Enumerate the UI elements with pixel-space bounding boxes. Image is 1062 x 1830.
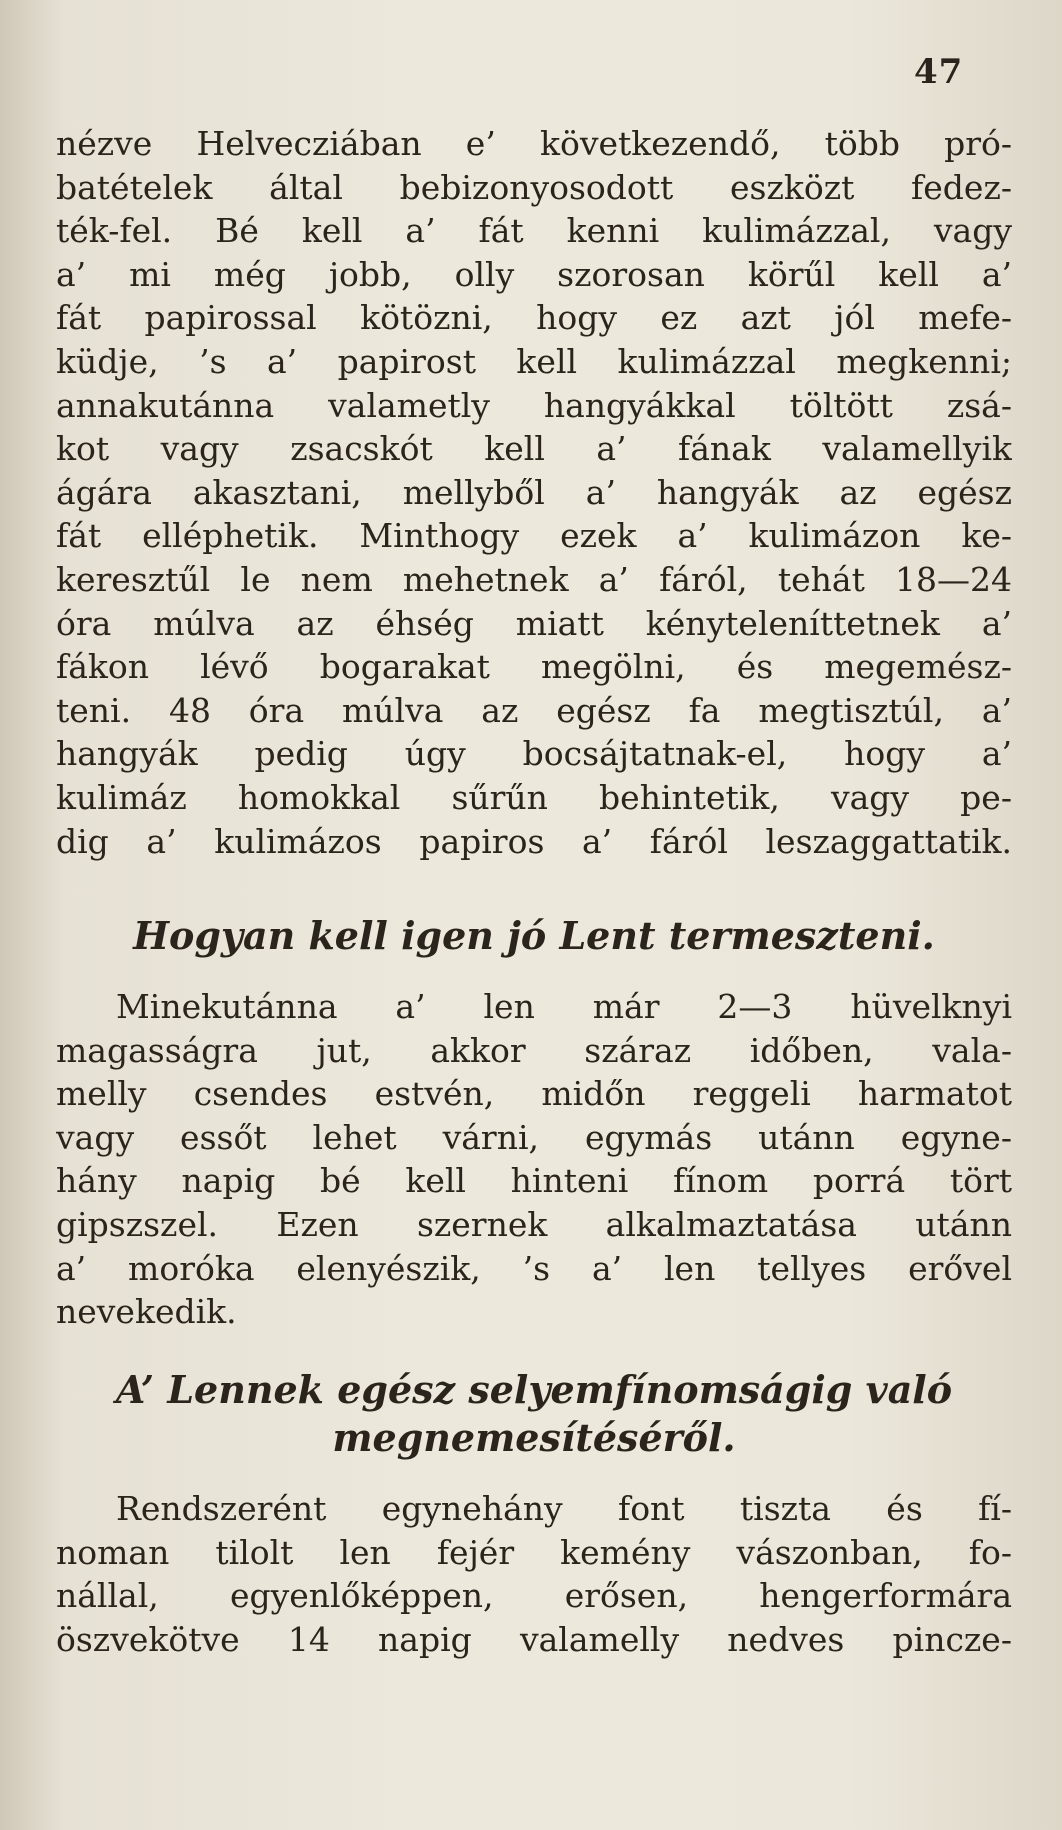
- text-line: fát papirossal kötözni, hogy ez azt jól mefe-: [56, 298, 1012, 338]
- text-line: öszvekötve 14 napig valamelly nedves pincze-: [56, 1619, 1012, 1659]
- text-line: fákon lévő bogarakat megölni, és megemész-: [56, 647, 1012, 687]
- text-line: batételek által bebizonyosodott eszközt fedez-: [56, 167, 1012, 207]
- paragraph-1: [56, 122, 1012, 863]
- text-line: ágára akasztani, mellyből a’ hangyák az egész: [56, 472, 1012, 512]
- page-number: 47: [914, 52, 964, 92]
- text-line: hangyák pedig úgy bocsájtatnak-el, hogy a’: [56, 734, 1012, 774]
- text-line: kot vagy zsacskót kell a’ fának valamellyik: [56, 429, 1012, 469]
- text-line: magasságra jut, akkor száraz időben, vala-: [56, 1030, 1012, 1070]
- text-line: nállal, egyenlőképpen, erősen, hengerformára: [56, 1576, 1012, 1616]
- text-line: dig a’ kulimázos papiros a’ fáról leszaggattatik.: [56, 821, 1012, 861]
- text-line: nézve Helvecziában e’ következendő, több pró-: [56, 124, 1012, 163]
- text-line: annakutánna valametly hangyákkal töltött zsá-: [56, 385, 1012, 425]
- text-line: Rendszerént egynehány font tiszta és fí-: [116, 1489, 1012, 1528]
- text-line: vagy essőt lehet várni, egymás utánn egyne-: [56, 1117, 1012, 1157]
- text-line: teni. 48 óra múlva az egész fa megtisztúl, a’: [56, 690, 1012, 730]
- text-line: ték-fel. Bé kell a’ fát kenni kulimázzal, vagy: [56, 211, 1012, 251]
- text-line: a’ mi még jobb, olly szorosan körűl kell a’: [56, 254, 1012, 294]
- heading-line: megnemesítéséről.: [332, 1415, 736, 1460]
- paragraph-2: [56, 985, 1012, 1334]
- text-line: nevekedik.: [56, 1292, 237, 1332]
- text-line: keresztűl le nem mehetnek a’ fáról, tehát 18—24: [56, 559, 1012, 599]
- text-line: küdje, ’s a’ papirost kell kulimázzal megkenni;: [56, 341, 1012, 381]
- text-line: gipszszel. Ezen szernek alkalmaztatása utánn: [56, 1204, 1012, 1244]
- text-line: fát elléphetik. Minthogy ezek a’ kulimázon ke-: [56, 516, 1012, 556]
- text-line: melly csendes estvén, midőn reggeli harmatot: [56, 1074, 1012, 1114]
- text-line: kulimáz homokkal sűrűn behintetik, vagy pe-: [56, 777, 1012, 817]
- text-line: óra múlva az éhség miatt kényteleníttetnek a’: [56, 603, 1012, 643]
- heading-line: A’ Lennek egész selyemfínomságig való: [115, 1367, 953, 1412]
- text-line: hány napig bé kell hinteni fínom porrá tört: [56, 1161, 1012, 1201]
- paragraph-3: [56, 1487, 1012, 1661]
- text-line: Minekutánna a’ len már 2—3 hüvelknyi: [116, 987, 1012, 1026]
- section-heading-2: [56, 1366, 1012, 1462]
- text-line: a’ moróka elenyészik, ’s a’ len tellyes erővel: [56, 1248, 1012, 1288]
- text-line: noman tilolt len fejér kemény vászonban, fo-: [56, 1532, 1012, 1572]
- section-heading-1: Hogyan kell igen jó Lent termeszteni.: [133, 913, 935, 958]
